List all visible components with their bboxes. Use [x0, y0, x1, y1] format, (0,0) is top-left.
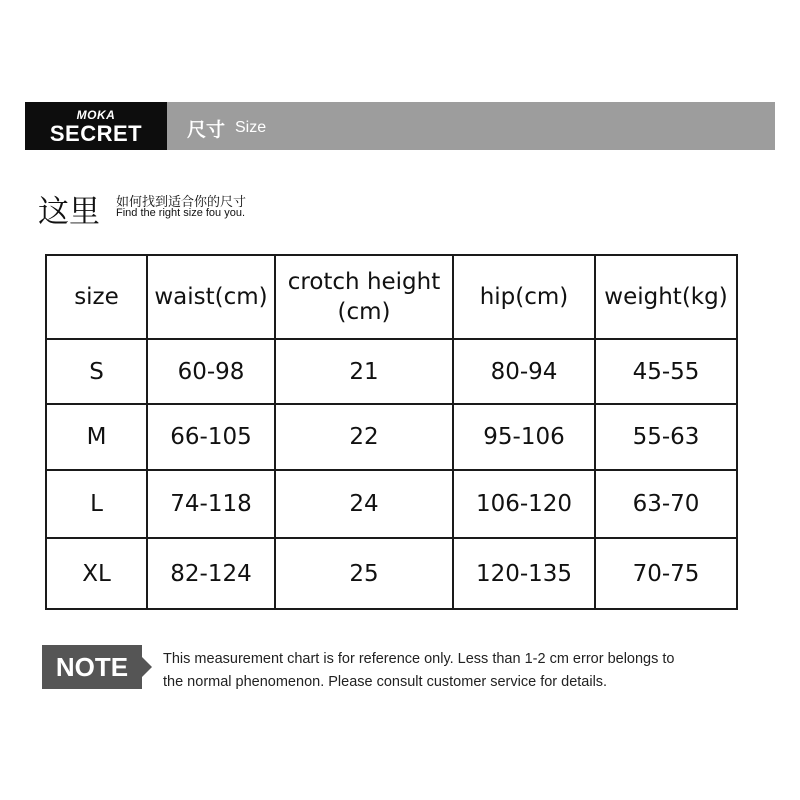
- note-arrow-icon: [142, 657, 152, 677]
- guide-english-text: Find the right size fou you.: [116, 207, 246, 219]
- table-row: [46, 404, 737, 470]
- cell-waist: 60-98: [147, 339, 275, 404]
- cell-size: S: [46, 339, 147, 404]
- cell-crotch-height: 24: [275, 470, 453, 538]
- cell-size: M: [46, 404, 147, 470]
- note-line-2: the normal phenomenon. Please consult customer service for details.: [163, 674, 608, 690]
- note-text: [163, 648, 763, 694]
- note-label: NOTE: [55, 652, 129, 682]
- cell-weight: 45-55: [595, 339, 737, 404]
- cell-size: L: [46, 470, 147, 538]
- header-bar: [25, 102, 775, 150]
- header-waist: waist(cm): [147, 255, 275, 339]
- header-subtitle: Size: [235, 119, 267, 136]
- brand-logo: [25, 102, 167, 150]
- header-crotch-height: crotch height (cm): [275, 255, 453, 339]
- brand-main-text: SECRET: [49, 121, 143, 146]
- guide-chinese-text: 如何找到适合你的尺寸: [116, 195, 247, 210]
- header-weight: weight(kg): [595, 255, 737, 339]
- guide-heading: 这里: [38, 194, 100, 230]
- note-badge: [42, 645, 142, 689]
- brand-top-text: MOKA: [76, 108, 116, 122]
- header-size: size: [46, 255, 147, 339]
- cell-weight: 55-63: [595, 404, 737, 470]
- cell-weight: 70-75: [595, 538, 737, 609]
- header-title: 尺寸: [187, 119, 226, 141]
- size-table: [45, 254, 738, 610]
- header-hip: hip(cm): [453, 255, 595, 339]
- cell-crotch-height: 25: [275, 538, 453, 609]
- cell-waist: 82-124: [147, 538, 275, 609]
- cell-hip: 106-120: [453, 470, 595, 538]
- table-row: [46, 538, 737, 609]
- cell-waist: 74-118: [147, 470, 275, 538]
- cell-hip: 95-106: [453, 404, 595, 470]
- cell-waist: 66-105: [147, 404, 275, 470]
- cell-weight: 63-70: [595, 470, 737, 538]
- cell-hip: 120-135: [453, 538, 595, 609]
- cell-crotch-height: 21: [275, 339, 453, 404]
- cell-size: XL: [46, 538, 147, 609]
- table-header-row: [46, 255, 737, 339]
- cell-crotch-height: 22: [275, 404, 453, 470]
- table-row: [46, 470, 737, 538]
- note-line-1: This measurement chart is for reference only. Less than 1-2 cm error belongs to: [163, 651, 675, 667]
- cell-hip: 80-94: [453, 339, 595, 404]
- table-row: [46, 339, 737, 404]
